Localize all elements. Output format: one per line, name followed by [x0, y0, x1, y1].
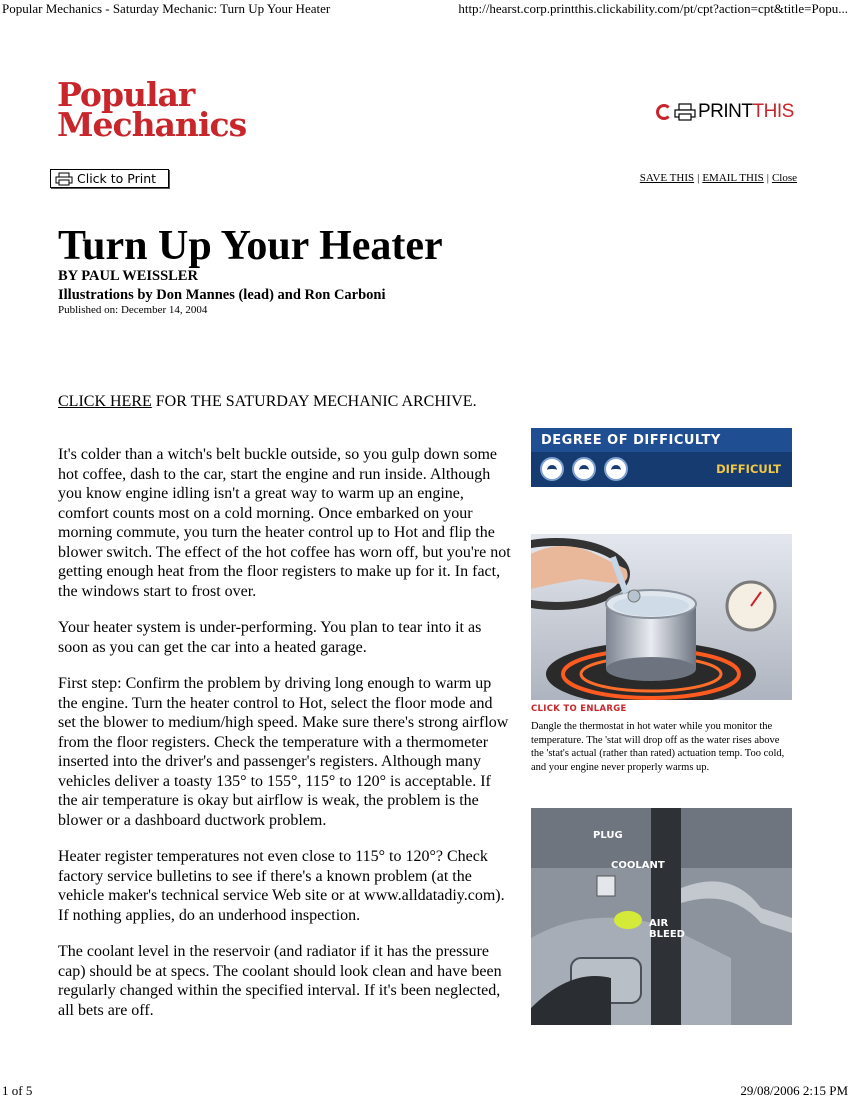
click-to-enlarge-link[interactable]: CLICK TO ENLARGE: [531, 704, 627, 714]
page-number: 1 of 5: [2, 1083, 33, 1098]
click-to-print-button[interactable]: [50, 169, 169, 188]
difficulty-icons: [540, 457, 628, 481]
click-to-print-label: Click to Print: [77, 171, 157, 186]
label-air: AIR: [649, 918, 669, 929]
print-datetime: 29/08/2006 2:15 PM: [740, 1083, 848, 1098]
article-body: [58, 445, 513, 1037]
article-paragraph: The coolant level in the reservoir (and radiator if it has the pressure cap) should be at specs. The coolant should look clean and have been regularly changed within the specified interval. If it's been neglected, all bets are off.: [58, 943, 502, 1019]
save-this-link[interactable]: SAVE THIS: [639, 172, 695, 184]
printthis-logo: [656, 101, 794, 123]
close-link[interactable]: Close: [771, 172, 797, 184]
printthis-c-icon: [656, 104, 672, 120]
article-illustration-credit: Illustrations by Don Mannes (lead) and Ron Carboni: [58, 287, 386, 303]
wrench-icon: [572, 457, 596, 481]
figure-caption: Dangle the thermostat in hot water while you monitor the temperature. The 'stat will drop off as the water rises above the 'stat's actual (rather than rated) actuation temp. Too cold, and your engine never properly warms up.: [531, 721, 785, 773]
article-paragraph: It's colder than a witch's belt buckle outside, so you gulp down some hot coffee, dash to the car, start the engine and run inside. Although you know engine idling isn't a great way to warm up an engine, comfort counts most on a cold morning. Once embarked on your morning commute, you turn the heater control up to Hot and flip the blower switch. The effect of the hot coffee has worn off, but you're not getting enough heat from the floor registers to make up for it. In fact, the windows start to frost over.: [58, 446, 511, 600]
article-paragraph: First step: Confirm the problem by driving long enough to warm up the engine. Turn the heater control to Hot, select the floor mode and set the blower to medium/high speed. Make sure there's strong airflow from the floor registers. Check the temperature with a thermometer inserted into the driver's and passenger's registers. Although many vehicles deliver a toasty 135° to 155°, 115° to 120° is acceptable. If the air temperature is okay but airflow is weak, the problem is the blower or a dashboard ductwork problem.: [58, 675, 509, 829]
archive-text: FOR THE SATURDAY MECHANIC ARCHIVE.: [151, 393, 477, 410]
print-header-title: Popular Mechanics - Saturday Mechanic: Turn Up Your Heater: [2, 1, 331, 16]
article-byline: BY PAUL WEISSLER: [58, 268, 198, 284]
archive-line: [58, 393, 477, 411]
degree-of-difficulty-box: [531, 428, 792, 487]
article-title: Turn Up Your Heater: [58, 223, 443, 269]
label-plug: PLUG: [593, 830, 623, 841]
wrench-icon: [540, 457, 564, 481]
printer-icon: [674, 103, 696, 121]
archive-link[interactable]: CLICK HERE: [58, 393, 152, 410]
popular-mechanics-logo[interactable]: [57, 75, 272, 144]
separator: |: [697, 172, 700, 184]
label-bleed: BLEED: [649, 929, 685, 940]
print-header-url: http://hearst.corp.printthis.clickability.com/pt/cpt?action=cpt&title=Popu...: [458, 1, 848, 16]
article-paragraph: Your heater system is under-performing. You plan to tear into it as soon as you can get the car into a heated garage.: [58, 619, 482, 656]
difficulty-band: [531, 452, 792, 487]
wrench-icon: [604, 457, 628, 481]
difficulty-title: DEGREE OF DIFFICULTY: [541, 433, 721, 448]
article-published-date: Published on: December 14, 2004: [58, 304, 208, 316]
engine-bleed-image[interactable]: [531, 808, 792, 1025]
printthis-this-text: THIS: [752, 101, 794, 122]
separator: |: [766, 172, 769, 184]
share-links: [640, 172, 797, 184]
email-this-link[interactable]: EMAIL THIS: [702, 172, 764, 184]
article-paragraph: Heater register temperatures not even close to 115° to 120°? Check factory service bulletins to see if there's a known problem (at the vehicle maker's technical service Web site or at www.alldatadiy.com). If nothing applies, do an underhood inspection.: [58, 848, 505, 924]
label-air-bleed: [649, 918, 685, 940]
logo-line-2: Mechanics: [57, 105, 247, 144]
logo-line-1: Popular: [57, 75, 195, 114]
thermostat-pot-image[interactable]: [531, 534, 792, 700]
difficulty-level: DIFFICULT: [716, 462, 781, 476]
label-coolant: COOLANT: [611, 860, 665, 871]
printer-icon: [55, 172, 73, 186]
engine-illustration: [531, 808, 792, 1025]
printthis-print-text: PRINT: [698, 101, 753, 122]
